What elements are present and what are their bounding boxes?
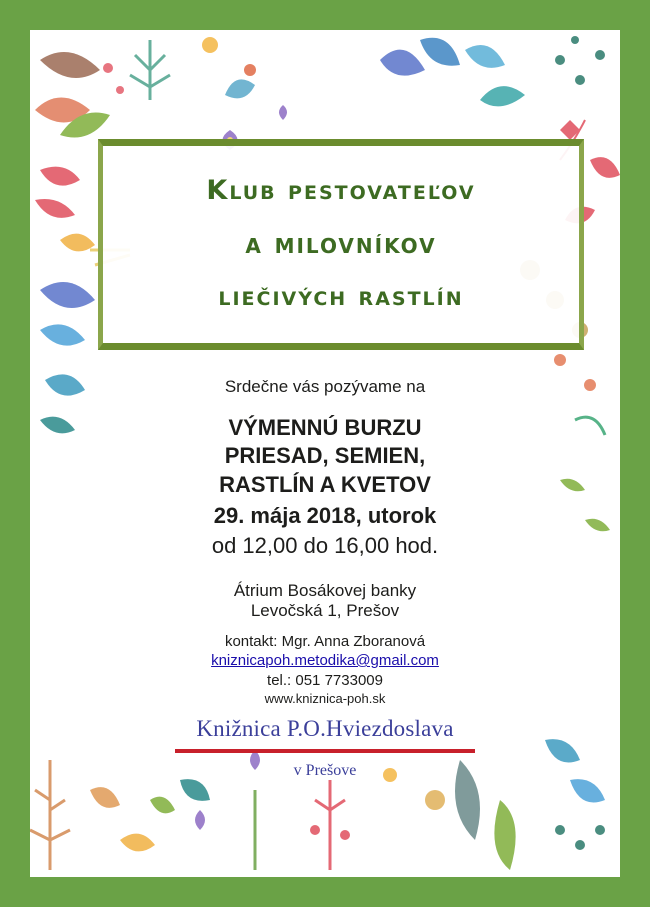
title-line-2: a milovníkov bbox=[245, 227, 437, 260]
event-name-line-3: RASTLÍN A KVETOV bbox=[219, 472, 431, 497]
contact-person: kontakt: Mgr. Anna Zboranová bbox=[224, 633, 426, 650]
title-line-3: liečivých rastlín bbox=[218, 281, 464, 312]
event-time: od 12,00 do 16,00 hod. bbox=[211, 533, 439, 558]
library-logo-bar bbox=[175, 749, 475, 753]
website-link: www.kniznica-poh.sk bbox=[264, 691, 386, 706]
event-date: 29. mája 2018, utorok bbox=[213, 503, 437, 528]
contact-email-link[interactable]: kniznicapoh.metodika@gmail.com bbox=[211, 652, 439, 669]
title-box bbox=[98, 139, 584, 350]
invitation-text: Srdečne vás pozývame na bbox=[224, 377, 426, 396]
event-name-line-2: PRIESAD, SEMIEN, bbox=[224, 443, 426, 468]
venue-address: Levočská 1, Prešov bbox=[250, 601, 400, 620]
library-logo bbox=[171, 712, 479, 785]
venue-name: Átrium Bosákovej banky bbox=[233, 581, 417, 600]
library-logo-name: Knižnica P.O.Hviezdoslava bbox=[196, 716, 454, 741]
library-logo-city: v Prešove bbox=[293, 762, 357, 779]
contact-phone: tel.: 051 7733009 bbox=[267, 672, 383, 689]
event-name-line-1: VÝMENNÚ BURZU bbox=[228, 415, 422, 440]
title-line-1: Klub pestovateľov bbox=[206, 175, 476, 206]
